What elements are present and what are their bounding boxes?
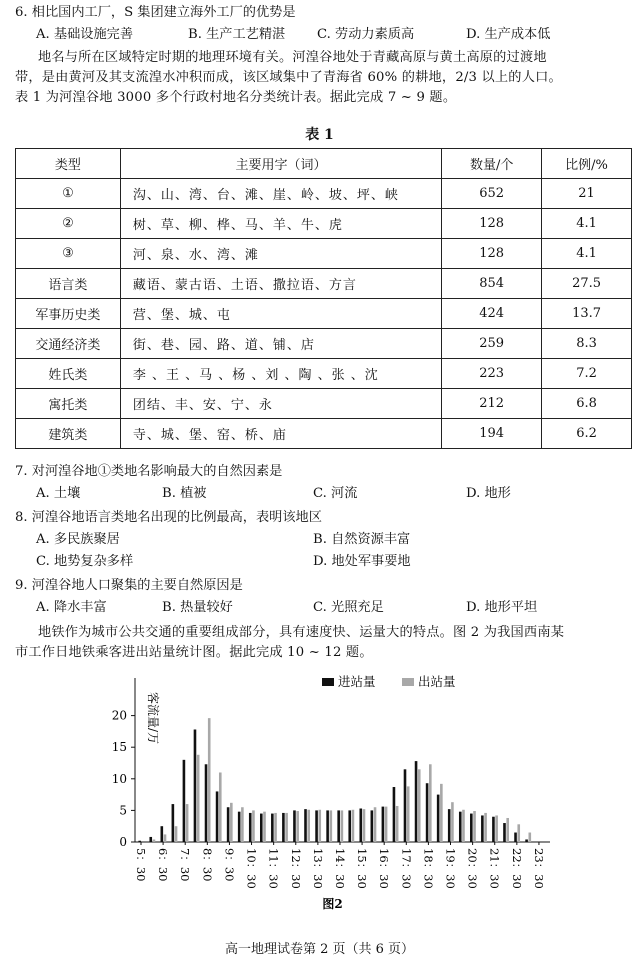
bar-in bbox=[205, 764, 208, 842]
cell-count: 652 bbox=[442, 179, 542, 209]
x-tick-label: 23：30 bbox=[531, 848, 546, 889]
bar-in bbox=[337, 810, 340, 842]
q7-option-b: B. 植被 bbox=[162, 486, 207, 501]
bar-out bbox=[153, 839, 156, 842]
bar-out bbox=[307, 810, 310, 842]
q8-option-a: A. 多民族聚居 bbox=[36, 532, 120, 547]
cell-count: 212 bbox=[442, 389, 542, 419]
cell-ratio: 27.5 bbox=[542, 269, 632, 299]
bar-out bbox=[462, 810, 465, 842]
question-9-stem: 9. 河湟谷地人口聚集的主要自然原因是 bbox=[15, 578, 243, 593]
bar-in bbox=[371, 810, 374, 842]
bar-out bbox=[418, 769, 421, 842]
bar-in bbox=[227, 807, 230, 842]
subway-flow-chart bbox=[95, 670, 555, 915]
y-axis-label: 客流量/万 bbox=[146, 692, 160, 745]
x-tick-label: 15：30 bbox=[355, 848, 370, 889]
intro-10-12-line-2: 市工作日地铁乘客进出站量统计图。据此完成 10 ~ 12 题。 bbox=[15, 645, 373, 660]
question-6-stem: 6. 相比国内工厂，S 集团建立海外工厂的优势是 bbox=[15, 5, 296, 20]
bar-in bbox=[216, 791, 219, 842]
bar-in bbox=[359, 809, 362, 842]
bar-out bbox=[396, 806, 399, 842]
q9-option-c: C. 光照充足 bbox=[313, 600, 384, 615]
q8-option-d: D. 地处军事要地 bbox=[313, 554, 411, 569]
cell-count: 259 bbox=[442, 329, 542, 359]
table-row bbox=[16, 389, 632, 419]
cell-type: ② bbox=[16, 209, 121, 239]
q9-option-d: D. 地形平坦 bbox=[466, 600, 538, 615]
cell-chars: 团结、丰、安、宁、永 bbox=[120, 389, 441, 419]
cell-chars: 街、巷、园、路、道、铺、店 bbox=[120, 329, 441, 359]
cell-chars: 李 、王 、马 、杨 、刘 、陶 、张 、沈 bbox=[120, 359, 441, 389]
bar-out bbox=[473, 811, 476, 842]
bar-out bbox=[495, 815, 498, 842]
y-tick-label: 10 bbox=[111, 771, 127, 786]
bar-in bbox=[348, 810, 351, 842]
bar-in bbox=[393, 787, 396, 842]
header-chars: 主要用字（词） bbox=[120, 149, 441, 179]
question-8-stem: 8. 河湟谷地语言类地名出现的比例最高，表明该地区 bbox=[15, 510, 322, 525]
x-tick-label: 9：30 bbox=[222, 848, 237, 882]
bar-out bbox=[407, 786, 410, 842]
header-type: 类型 bbox=[16, 149, 121, 179]
q7-option-d: D. 地形 bbox=[466, 486, 511, 501]
table-row bbox=[16, 359, 632, 389]
bar-out bbox=[175, 826, 178, 842]
intro-7-9-line-1: 地名与所在区域特定时期的地理环境有关。河湟谷地处于青藏高原与黄土高原的过渡地 bbox=[38, 50, 547, 65]
bar-in bbox=[326, 810, 329, 842]
x-tick-label: 20：30 bbox=[465, 848, 480, 889]
bar-in bbox=[514, 833, 517, 842]
cell-count: 424 bbox=[442, 299, 542, 329]
cell-ratio: 6.2 bbox=[542, 419, 632, 449]
cell-type: 交通经济类 bbox=[16, 329, 121, 359]
x-tick-label: 12：30 bbox=[288, 848, 303, 889]
q8-option-c: C. 地势复杂多样 bbox=[36, 554, 134, 569]
q6-option-a: A. 基础设施完善 bbox=[36, 27, 134, 42]
bar-out bbox=[506, 818, 509, 842]
bar-out bbox=[241, 807, 244, 842]
x-tick-label: 11：30 bbox=[266, 848, 281, 889]
cell-ratio: 7.2 bbox=[542, 359, 632, 389]
intro-10-12-line-1: 地铁作为城市公共交通的重要组成部分，具有速度快、运量大的特点。图 2 为我国西南某 bbox=[38, 625, 565, 640]
cell-ratio: 13.7 bbox=[542, 299, 632, 329]
cell-ratio: 8.3 bbox=[542, 329, 632, 359]
cell-type: ① bbox=[16, 179, 121, 209]
table-row bbox=[16, 269, 632, 299]
bar-out bbox=[197, 755, 200, 842]
bar-in bbox=[183, 760, 186, 842]
x-tick-label: 16：30 bbox=[377, 848, 392, 889]
bar-out bbox=[440, 784, 443, 842]
cell-chars: 树、草、柳、桦、马、羊、牛、虎 bbox=[120, 209, 441, 239]
table-header-row bbox=[16, 149, 632, 179]
table-row bbox=[16, 419, 632, 449]
bar-out bbox=[363, 809, 366, 842]
cell-type: ③ bbox=[16, 239, 121, 269]
bar-in bbox=[194, 730, 197, 842]
bar-out bbox=[429, 764, 432, 842]
table-row bbox=[16, 299, 632, 329]
bar-out bbox=[385, 807, 388, 842]
cell-ratio: 21 bbox=[542, 179, 632, 209]
x-tick-label: 13：30 bbox=[310, 848, 325, 889]
bar-in bbox=[161, 826, 164, 842]
bar-out bbox=[263, 812, 266, 842]
bar-in bbox=[271, 814, 274, 842]
bar-in bbox=[172, 804, 175, 842]
legend-swatch bbox=[322, 678, 334, 686]
bar-out bbox=[528, 833, 531, 842]
bar-out bbox=[285, 813, 288, 842]
y-tick-label: 5 bbox=[119, 803, 127, 818]
bar-out bbox=[274, 813, 277, 842]
cell-chars: 河、泉、水、湾、滩 bbox=[120, 239, 441, 269]
chart-caption: 图2 bbox=[322, 897, 343, 911]
y-tick-label: 20 bbox=[111, 708, 127, 723]
bar-out bbox=[330, 810, 333, 842]
q9-option-b: B. 热量较好 bbox=[162, 600, 233, 615]
x-tick-label: 21：30 bbox=[487, 848, 502, 889]
cell-type: 军事历史类 bbox=[16, 299, 121, 329]
page-footer: 高一地理试卷第 2 页（共 6 页） bbox=[224, 942, 415, 957]
bar-out bbox=[374, 807, 377, 842]
cell-count: 128 bbox=[442, 239, 542, 269]
intro-7-9-line-2: 带，是由黄河及其支流湟水冲积而成，该区域集中了青海省 60% 的耕地，2/3 以上的人口。 bbox=[15, 70, 562, 85]
cell-chars: 藏语、蒙古语、土语、撒拉语、方言 bbox=[120, 269, 441, 299]
x-tick-label: 18：30 bbox=[421, 848, 436, 889]
table-row bbox=[16, 239, 632, 269]
cell-ratio: 4.1 bbox=[542, 239, 632, 269]
table-row bbox=[16, 329, 632, 359]
bar-in bbox=[238, 812, 241, 842]
bar-in bbox=[404, 769, 407, 842]
cell-count: 194 bbox=[442, 419, 542, 449]
bar-in bbox=[492, 817, 495, 842]
bar-in bbox=[503, 823, 506, 842]
cell-count: 223 bbox=[442, 359, 542, 389]
bar-in bbox=[525, 839, 528, 842]
q7-option-c: C. 河流 bbox=[313, 486, 358, 501]
header-ratio: 比例/% bbox=[542, 149, 632, 179]
bar-in bbox=[459, 812, 462, 842]
bar-out bbox=[219, 772, 222, 842]
x-tick-label: 10：30 bbox=[244, 848, 259, 889]
bar-in bbox=[382, 807, 385, 842]
q9-option-a: A. 降水丰富 bbox=[36, 600, 107, 615]
bar-in bbox=[138, 841, 141, 842]
bar-in bbox=[293, 810, 296, 842]
bar-out bbox=[230, 803, 233, 842]
place-name-table bbox=[15, 148, 632, 449]
bar-out bbox=[208, 718, 211, 842]
bar-in bbox=[448, 809, 451, 842]
y-tick-label: 0 bbox=[119, 835, 127, 849]
q8-option-b: B. 自然资源丰富 bbox=[313, 532, 411, 547]
bar-out bbox=[341, 810, 344, 842]
table-row bbox=[16, 179, 632, 209]
q6-option-c: C. 劳动力素质高 bbox=[317, 27, 415, 42]
q6-option-b: B. 生产工艺精湛 bbox=[188, 27, 286, 42]
legend-label: 进站量 bbox=[338, 674, 376, 689]
cell-count: 854 bbox=[442, 269, 542, 299]
cell-type: 姓氏类 bbox=[16, 359, 121, 389]
bar-out bbox=[252, 810, 255, 842]
header-count: 数量/个 bbox=[442, 149, 542, 179]
table-row bbox=[16, 209, 632, 239]
cell-type: 语言类 bbox=[16, 269, 121, 299]
x-tick-label: 14：30 bbox=[332, 848, 347, 889]
x-tick-label: 6：30 bbox=[156, 848, 171, 882]
bar-in bbox=[315, 810, 318, 842]
bar-in bbox=[249, 813, 252, 842]
question-7-stem: 7. 对河湟谷地①类地名影响最大的自然因素是 bbox=[15, 464, 283, 479]
cell-ratio: 6.8 bbox=[542, 389, 632, 419]
q7-option-a: A. 土壤 bbox=[36, 486, 81, 501]
bar-out bbox=[517, 824, 520, 842]
bar-out bbox=[352, 810, 355, 842]
x-tick-label: 19：30 bbox=[443, 848, 458, 889]
cell-ratio: 4.1 bbox=[542, 209, 632, 239]
x-tick-label: 7：30 bbox=[178, 848, 193, 882]
bar-out bbox=[186, 804, 189, 842]
cell-count: 128 bbox=[442, 209, 542, 239]
bar-out bbox=[484, 813, 487, 842]
bar-in bbox=[149, 837, 152, 842]
x-tick-label: 17：30 bbox=[399, 848, 414, 889]
table-title: 表 1 bbox=[305, 127, 334, 143]
bar-in bbox=[470, 814, 473, 842]
bar-out bbox=[296, 811, 299, 842]
cell-type: 寓托类 bbox=[16, 389, 121, 419]
bar-out bbox=[451, 802, 454, 842]
intro-7-9-line-3: 表 1 为河湟谷地 3000 多个行政村地名分类统计表。据此完成 7 ~ 9 题。 bbox=[15, 90, 457, 105]
bar-in bbox=[260, 814, 263, 842]
cell-chars: 寺、城、堡、窑、桥、庙 bbox=[120, 419, 441, 449]
bar-in bbox=[481, 815, 484, 842]
bar-in bbox=[426, 783, 429, 842]
cell-chars: 营、堡、城、屯 bbox=[120, 299, 441, 329]
legend-label: 出站量 bbox=[418, 674, 456, 689]
y-tick-label: 15 bbox=[111, 740, 127, 755]
x-tick-label: 8：30 bbox=[200, 848, 215, 882]
bar-in bbox=[415, 761, 418, 842]
q6-option-d: D. 生产成本低 bbox=[466, 27, 551, 42]
x-tick-label: 22：30 bbox=[509, 848, 524, 889]
legend-swatch bbox=[402, 678, 414, 686]
cell-chars: 沟、山、湾、台、滩、崖、岭、坡、坪、峡 bbox=[120, 179, 441, 209]
bar-in bbox=[437, 795, 440, 842]
bar-in bbox=[282, 813, 285, 842]
cell-type: 建筑类 bbox=[16, 419, 121, 449]
bar-in bbox=[304, 809, 307, 842]
bar-out bbox=[318, 810, 321, 842]
bar-out bbox=[164, 834, 167, 842]
x-tick-label: 5：30 bbox=[134, 848, 148, 882]
